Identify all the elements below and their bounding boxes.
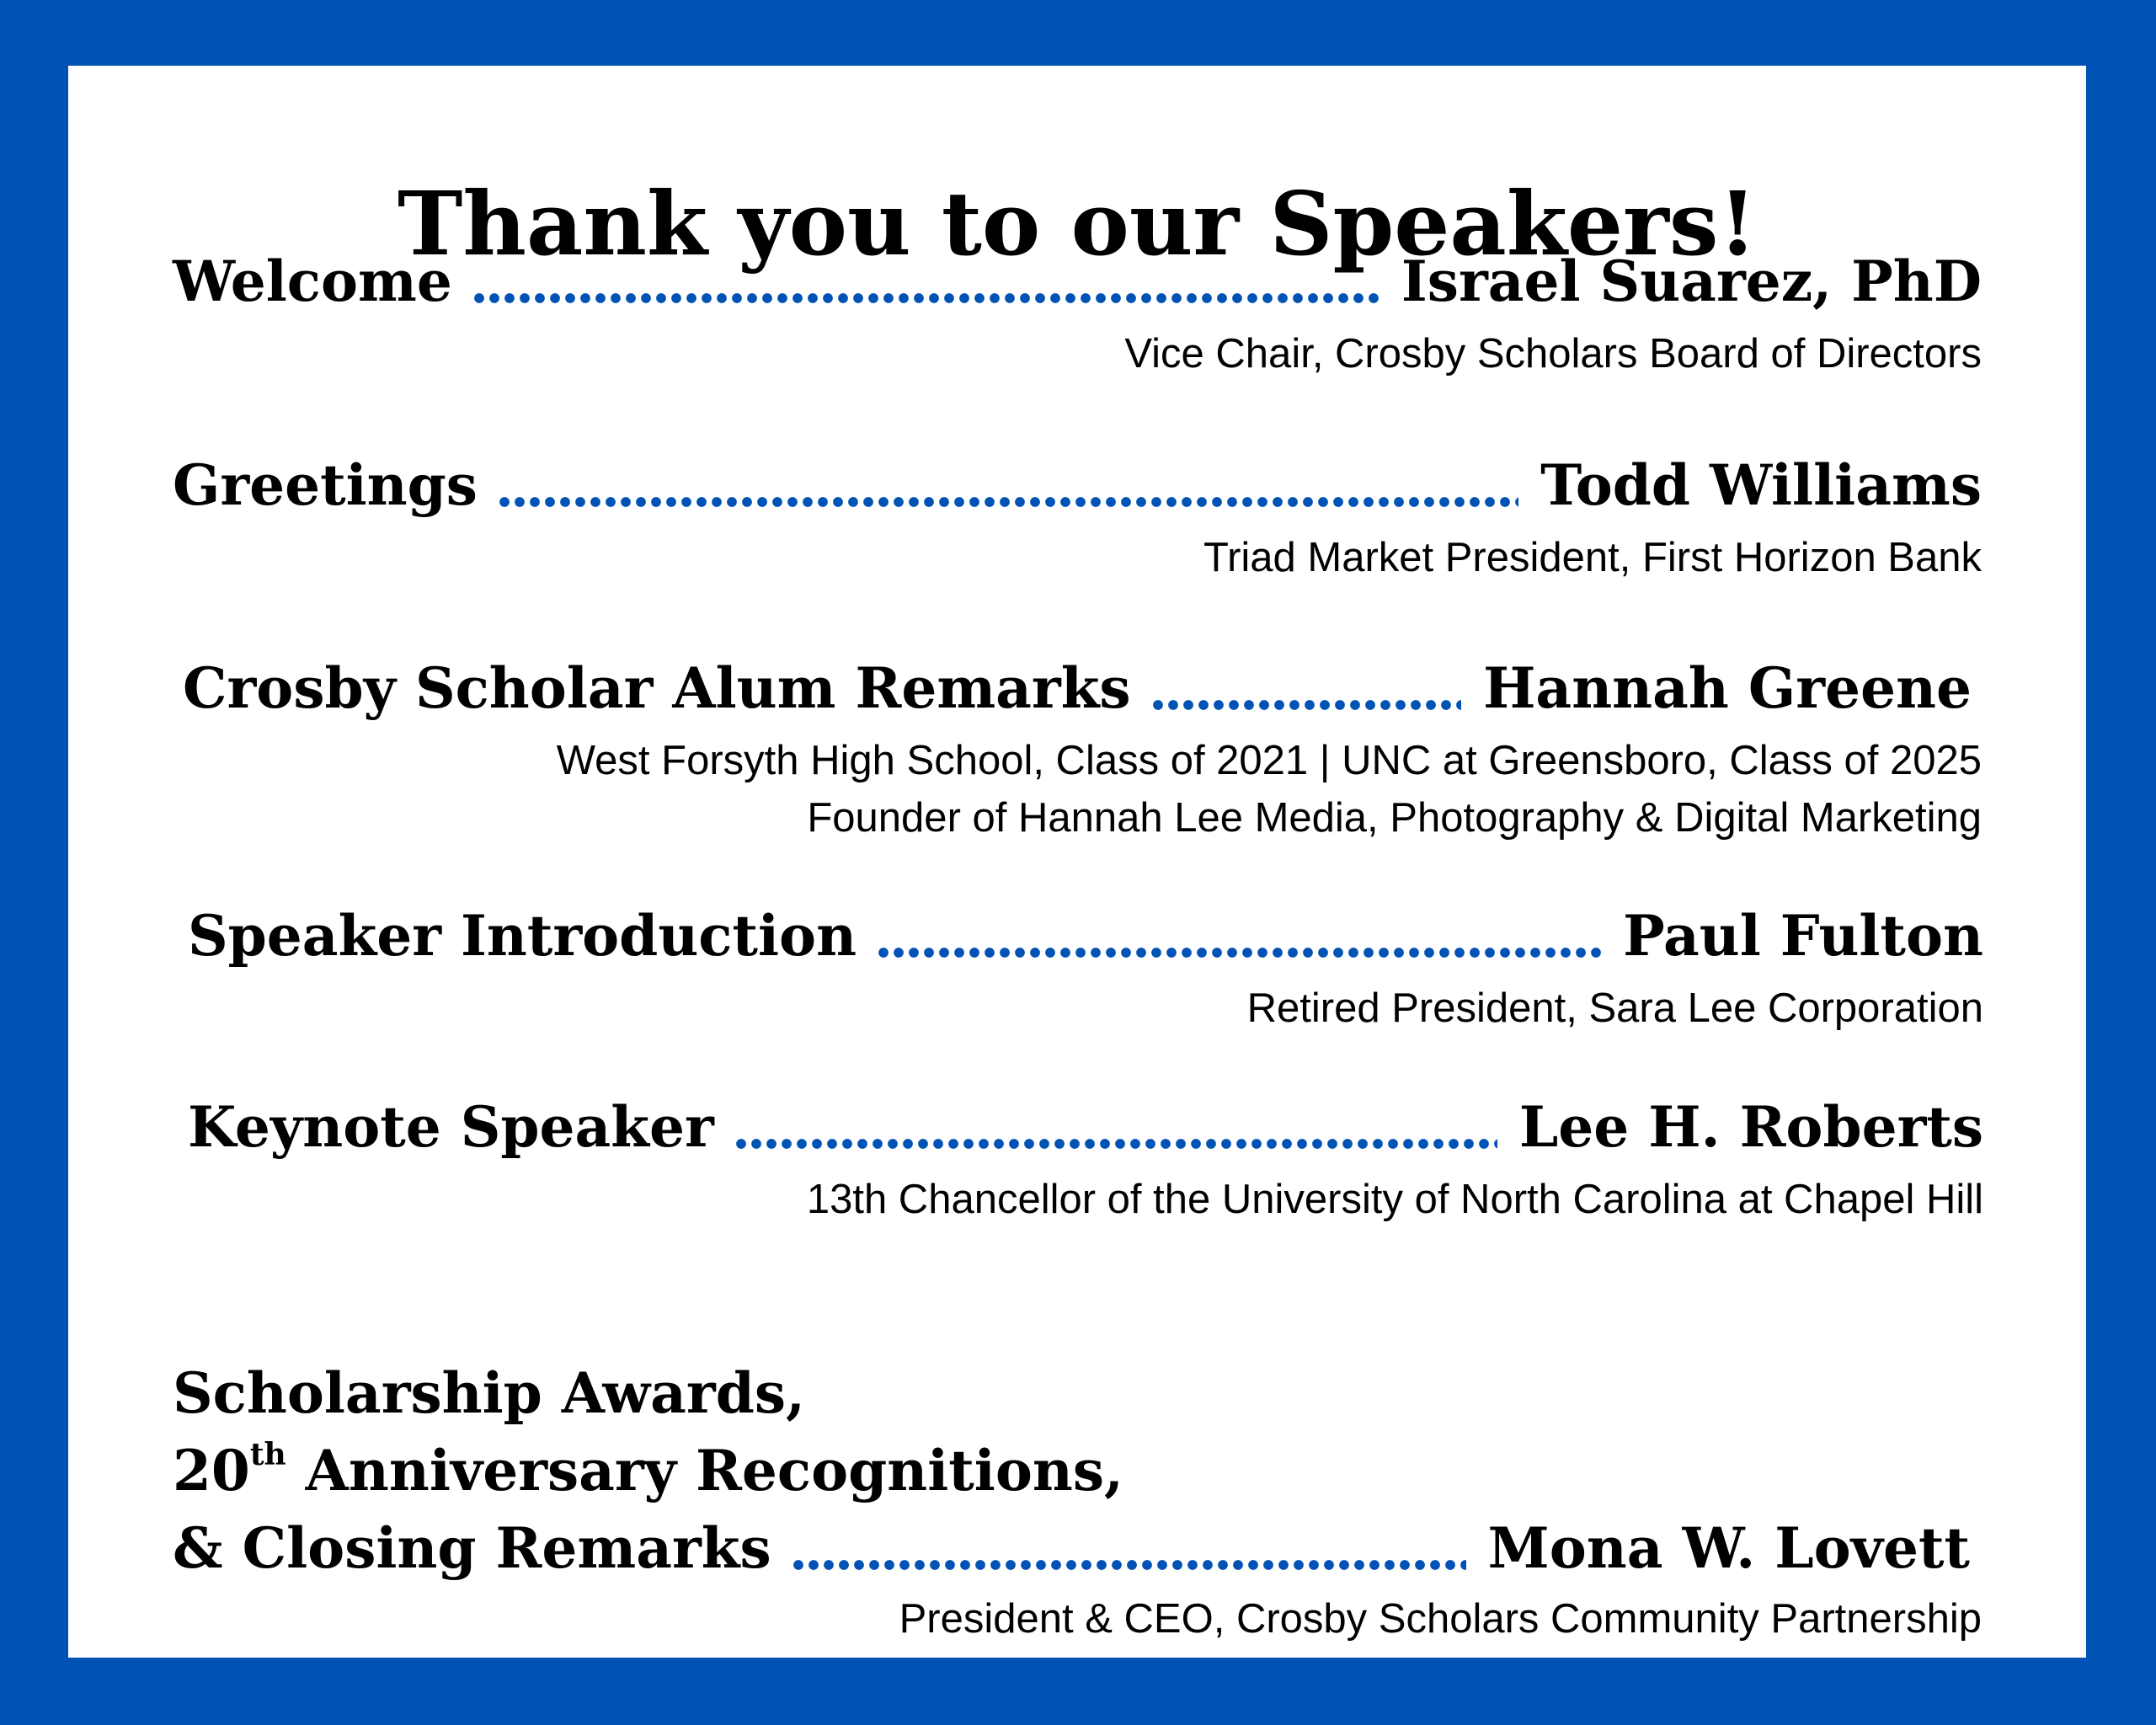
speaker-name: Israel Suarez, PhD — [1401, 248, 1982, 314]
dot-leader — [474, 293, 1380, 303]
speaker-row — [173, 451, 1982, 519]
speaker-role: Greetings — [173, 452, 478, 518]
speaker-details-alum — [173, 732, 1982, 846]
page-title: Thank you to our Speakers! — [397, 172, 1758, 275]
dot-leader — [1153, 700, 1462, 710]
speaker-entry-closing — [173, 1354, 1982, 1648]
speaker-row — [188, 902, 1983, 969]
speaker-row — [188, 1093, 1983, 1161]
dot-leader — [736, 1139, 1497, 1149]
anniversary-number: 20 — [173, 1438, 250, 1503]
speaker-name: Lee H. Roberts — [1518, 1094, 1983, 1160]
speaker-detail: Founder of Hannah Lee Media, Photography & Digital Marketing — [807, 795, 1982, 841]
speaker-detail: West Forsyth High School, Class of 2021 | UNC at Greensboro, Class of 2025 — [556, 738, 1982, 783]
speaker-row — [173, 1509, 1970, 1587]
speaker-name: Mona W. Lovett — [1487, 1515, 1970, 1581]
anniversary-text: Anniversary Recognitions, — [286, 1438, 1123, 1503]
speaker-detail: 13th Chancellor of the University of North Carolina at Chapel Hill — [806, 1177, 1983, 1222]
speaker-entry-alum-remarks — [183, 654, 1972, 722]
closing-role-line-2 — [173, 1432, 1982, 1509]
closing-role-line-3: & Closing Remarks — [173, 1515, 771, 1581]
speaker-name: Todd Williams — [1540, 452, 1982, 518]
speaker-detail: Triad Market President, First Horizon Bank — [1203, 535, 1982, 580]
speaker-row — [183, 654, 1972, 722]
dot-leader — [878, 948, 1601, 958]
speaker-entry-welcome — [173, 248, 1982, 377]
speaker-row — [173, 248, 1982, 315]
program-panel — [68, 66, 2086, 1658]
speaker-role: Keynote Speaker — [188, 1094, 714, 1160]
speaker-role: Speaker Introduction — [188, 903, 857, 969]
speaker-detail: Retired President, Sara Lee Corporation — [1246, 985, 1983, 1031]
speaker-detail: Vice Chair, Crosby Scholars Board of Directors — [1124, 331, 1982, 377]
speaker-entry-keynote — [188, 1093, 1983, 1222]
speaker-entry-greetings — [173, 451, 1982, 580]
speaker-name: Hannah Greene — [1483, 655, 1972, 721]
speaker-entry-introduction — [188, 902, 1983, 1031]
dot-leader — [793, 1560, 1466, 1570]
speaker-name: Paul Fulton — [1623, 903, 1983, 969]
speaker-role: Welcome — [173, 248, 452, 314]
speaker-role: Crosby Scholar Alum Remarks — [183, 655, 1131, 721]
dot-leader — [499, 497, 1518, 507]
ordinal-suffix: th — [249, 1437, 286, 1472]
speaker-detail: President & CEO, Crosby Scholars Community Partnership — [899, 1596, 1982, 1642]
closing-role-line-1: Scholarship Awards, — [173, 1360, 805, 1426]
